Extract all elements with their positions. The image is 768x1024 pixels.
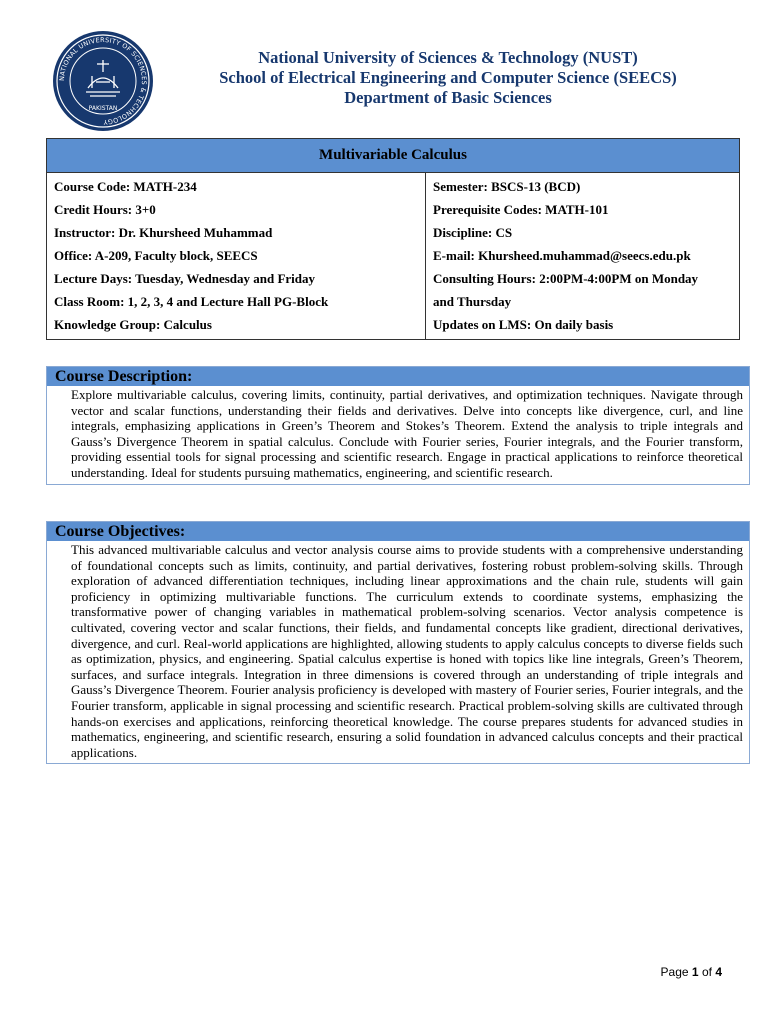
course-title: Multivariable Calculus	[47, 139, 739, 173]
info-lms-updates: Updates on LMS: On daily basis	[433, 317, 614, 332]
info-semester: Semester: BSCS-13 (BCD)	[433, 179, 581, 194]
info-consulting-hours: Consulting Hours: 2:00PM-4:00PM on Monday	[433, 271, 699, 286]
svg-text:PAKISTAN: PAKISTAN	[88, 105, 118, 112]
page-label: Page	[660, 965, 689, 979]
course-objectives-paragraph: This advanced multivariable calculus and vector analysis course aims to provide students with a comprehensive understanding of foundational concepts such as limits, continuity, and partial derivatives, fostering robust problem-solving skills. Through exploration of advanced differentiation techniques, including linear approximations and the chain rule, students will gain proficiency in optimizing multivariable functions. The curriculum extends to coordinate systems, emphasizing the transformative power of changing variables in mathematical problem-solving scenarios. Vector analysis competence is cultivated, covering vector and scalar functions, their fields, and fundamental concepts like gradient, directional derivatives, divergence, and curl. Real-world applications are highlighted, allowing students to apply calculus concepts to diverse fields such as optimization, physics, and engineering. Spatial calculus expertise is honed with topics like line integrals, Green’s Theorem, surfaces, and surface integrals. Integration in three dimensions is covered through an understanding of triple integrals and Gauss’s Divergence Theorem. Fourier analysis proficiency is developed with mastery of Fourier series, Fourier integrals, and the Fourier transform, applicable in signal processing and scientific research. Practical problem-solving skills are cultivated through hands-on exercises and applications, reinforcing theoretical knowledge. The course prepares students for advanced studies in mathematics, engineering, and scientific research, ensuring a solid foundation in advanced calculus concepts and their practical applications.	[71, 542, 743, 760]
course-objectives-heading: Course Objectives:	[47, 522, 749, 541]
info-lecture-days: Lecture Days: Tuesday, Wednesday and Friday	[54, 271, 316, 286]
course-description-heading: Course Description:	[47, 367, 749, 386]
course-info-table	[46, 138, 740, 340]
university-name: National University of Sciences & Technology (NUST)	[258, 48, 638, 67]
info-credit-hours: Credit Hours: 3+0	[54, 202, 156, 217]
page-number	[661, 965, 722, 979]
info-prerequisite: Prerequisite Codes: MATH-101	[433, 202, 609, 217]
department-name: Department of Basic Sciences	[344, 88, 552, 107]
info-course-code: Course Code: MATH-234	[54, 179, 197, 194]
course-description-section	[46, 366, 750, 485]
course-objectives-text	[47, 541, 749, 763]
info-knowledge-group: Knowledge Group: Calculus	[54, 317, 212, 332]
university-seal-logo	[52, 30, 154, 132]
current-page: 1	[691, 965, 699, 979]
svg-text:NATIONAL UNIVERSITY OF SCIENCE: NATIONAL UNIVERSITY OF SCIENCES & TECHNOLOGY	[57, 35, 149, 127]
of-label: of	[701, 965, 712, 979]
course-objectives-section	[46, 521, 750, 764]
info-class-room: Class Room: 1, 2, 3, 4 and Lecture Hall PG-Block	[54, 294, 329, 309]
course-info-left-column	[47, 173, 426, 339]
info-instructor: Instructor: Dr. Khursheed Muhammad	[54, 225, 273, 240]
info-email: E-mail: Khursheed.muhammad@seecs.edu.pk	[433, 248, 691, 263]
info-office: Office: A-209, Faculty block, SEECS	[54, 248, 258, 263]
course-description-text	[47, 386, 749, 484]
document-header	[160, 48, 736, 108]
school-name: School of Electrical Engineering and Computer Science (SEECS)	[219, 68, 677, 87]
course-info-right-column	[426, 173, 739, 339]
course-description-paragraph: Explore multivariable calculus, covering limits, continuity, partial derivatives, and optimization techniques. Navigate through vector and scalar functions, understanding their fields and derivatives. Delve into concepts like divergence, curl, and line integrals, emphasizing applications in Green’s Theorem and Stokes’s Theorem. Extend the analysis to triple integrals and Gauss’s Divergence Theorem in spatial calculus. Conclude with Fourier series, Fourier integrals, and the Fourier transform, providing essential tools for signal processing and scientific research. Engage in practical applications to reinforce theoretical understanding. Ideal for students pursuing mathematics, engineering, and scientific research.	[71, 387, 743, 480]
info-consulting-days: and Thursday	[433, 294, 512, 309]
total-pages: 4	[715, 965, 722, 979]
info-discipline: Discipline: CS	[433, 225, 513, 240]
